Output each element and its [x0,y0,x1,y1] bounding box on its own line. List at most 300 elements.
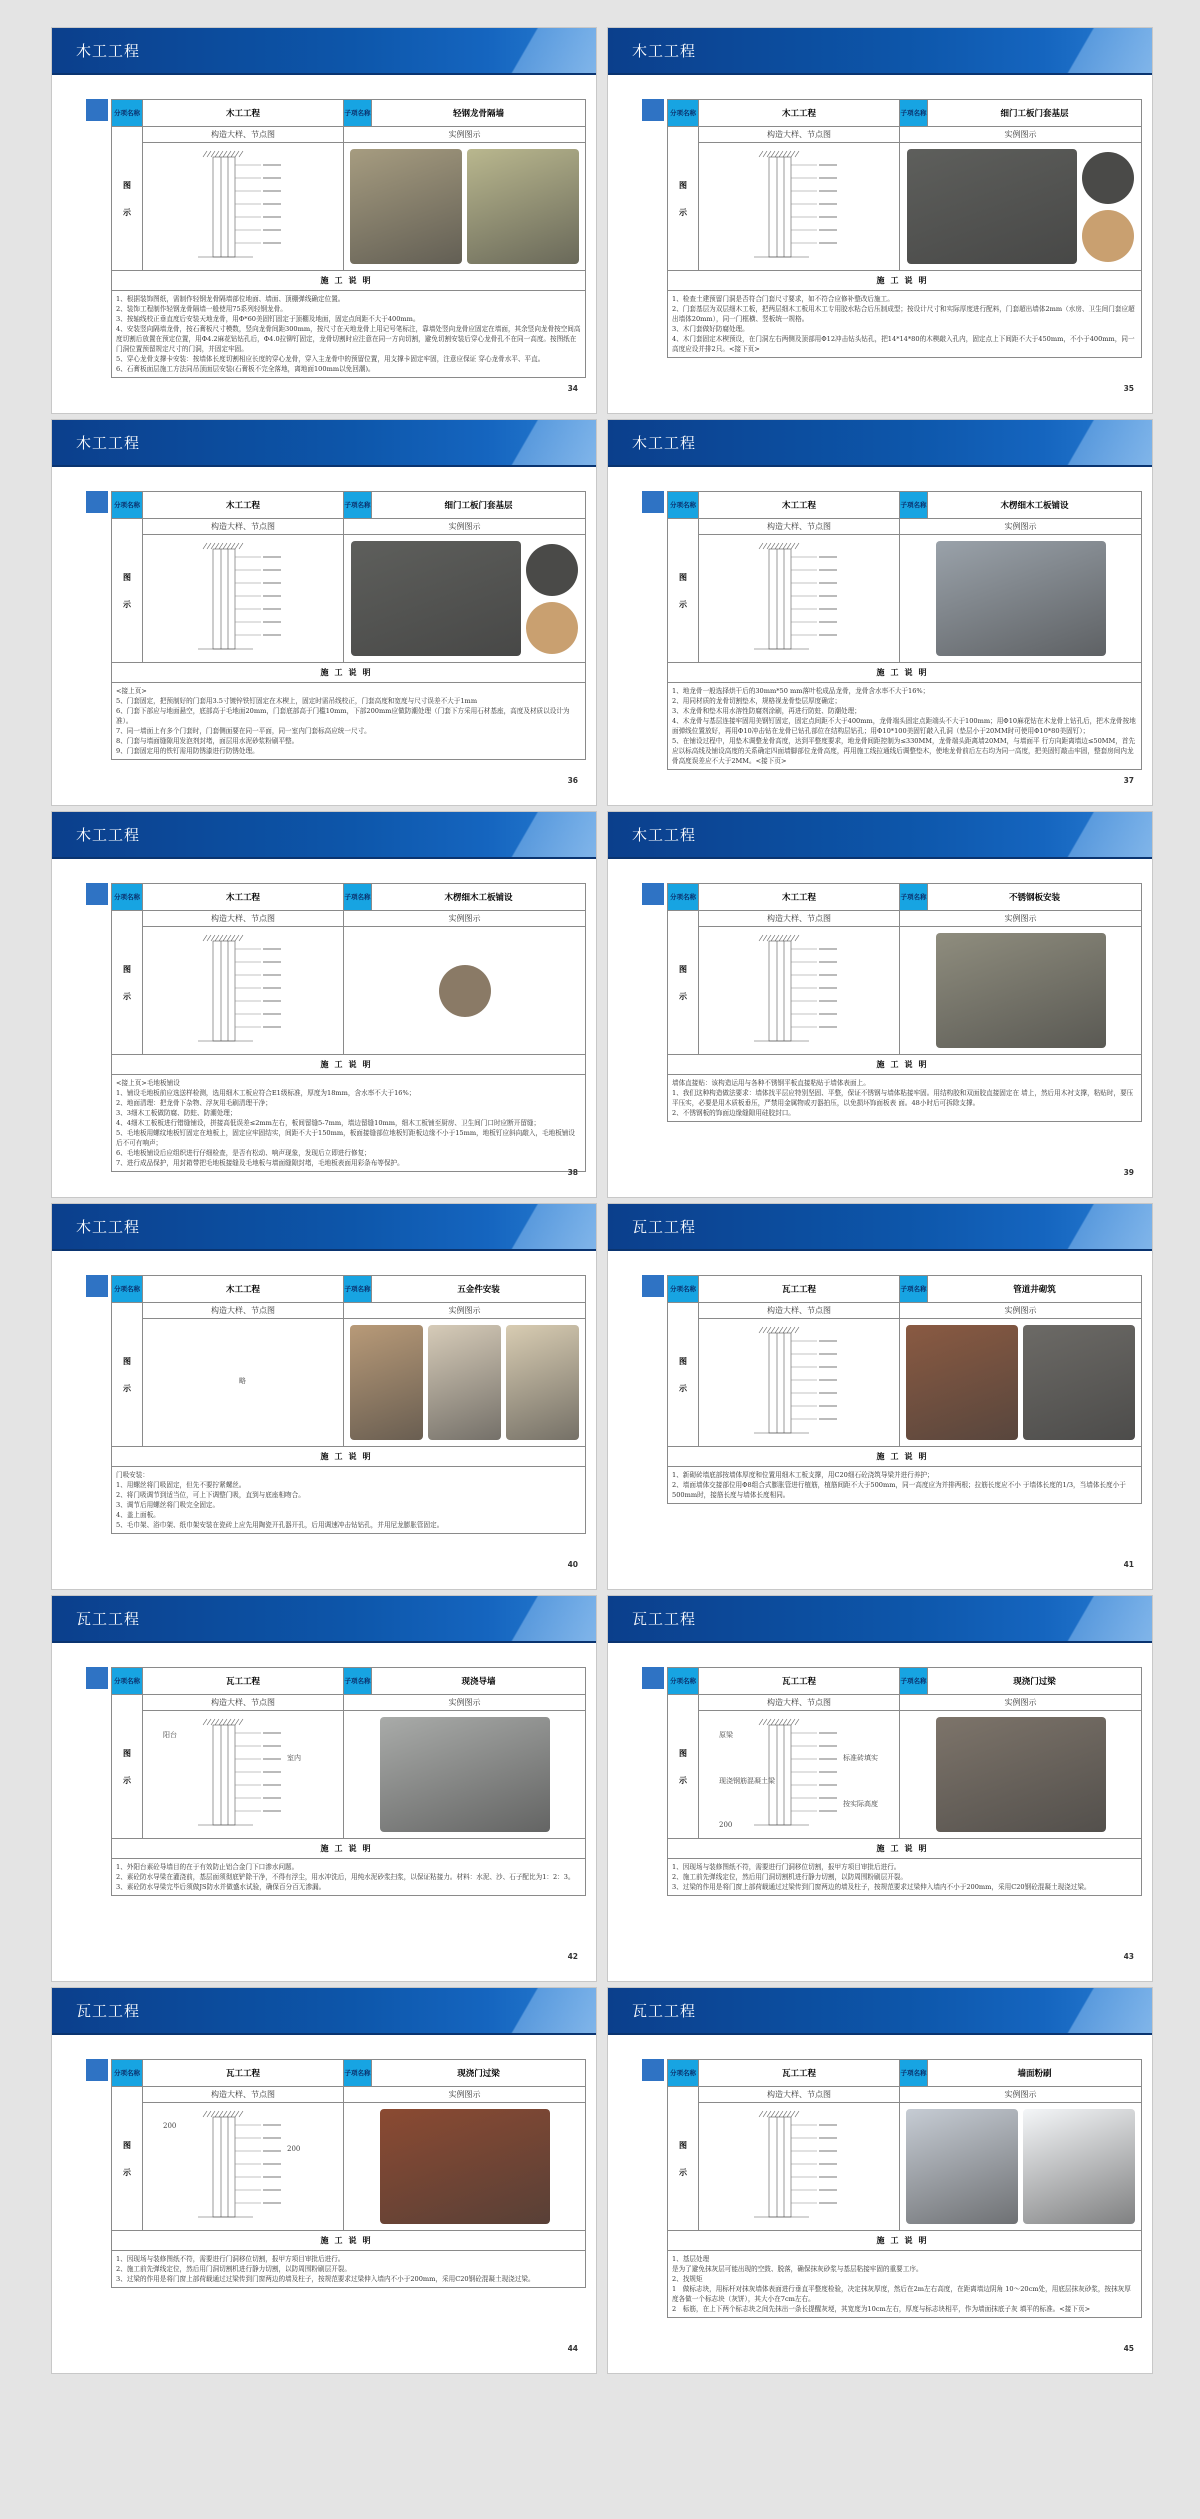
construction-notes [668,683,1142,770]
section-marker [86,99,108,121]
note-line: 4、4细木工板板进行错缝铺设，拼接高低误差≤2mm左右，板间留缝5-7mm，墙边留缝10mm，细木工板铺至厨房、卫生间门口时应断开留缝； [116,1119,541,1127]
note-line: 墙体直接贴：该构造运用与各种不锈钢平板直接粘贴于墙体表面上。 [672,1079,870,1087]
example-photo [380,2109,550,2224]
figure-label-char: 示 [679,206,687,217]
note-line: 1、检查土建预留门洞是否符合门套尺寸要求，如不符合应修补整改后施工。 [672,295,894,303]
notes-header-row [668,1447,1142,1467]
notes-header-row [112,1839,586,1859]
note-line: <接上页>毛地板铺设 [116,1079,180,1087]
note-line: 5、门套固定，把预制好的门套用3.5寸镀锌铁钉固定在木楔上，固定时需吊线校正，门套高度和宽度与尺寸误差不大于1mm [116,697,478,705]
example-photo-cell [900,1711,1142,1839]
note-line: 2 标筋，在上下两个标志块之间先抹出一条长提醒灰埂，其宽度为10cm左右，厚度与标志块相平，作为墙面抹底子灰 填平的标准。<接下页> [672,2305,1091,2313]
page-number: 45 [1123,2344,1134,2353]
detail-drawing-cell [699,2103,900,2231]
note-line: 2、地面清理：把龙骨下杂物、浮灰用毛刷清理干净； [116,1099,272,1107]
example-photo [1023,2109,1135,2224]
notes-row [112,1075,586,1172]
table-header-row [112,2060,586,2087]
document-page [51,1987,597,2374]
spec-table [111,1667,586,1896]
header-decoration [1022,420,1152,467]
section-marker [642,1275,664,1297]
figure-label [112,519,143,663]
category-name: 瓦工工程 [699,1668,900,1695]
notes-header-row [112,271,586,291]
notes-row [112,683,586,760]
example-photo [351,541,521,656]
photo-header: 实例图示 [344,2087,586,2103]
category-label: 分项名称 [668,100,699,127]
figure-label [668,2087,699,2231]
detail-header: 构造大样、节点图 [143,519,344,535]
spec-table [667,491,1142,770]
spec-table [667,1667,1142,1896]
table-header-row [668,492,1142,519]
table-header-row [668,884,1142,911]
figure-label [112,1303,143,1447]
notes-header: 施工说明 [112,271,586,291]
note-line: 1 做标志块，用标杆对抹灰墙体表面进行垂直平整度检验，决定抹灰厚度，然后在2m左右高度，在距离墙边阴角 10～20cm处，用底层抹灰砂浆，按抹灰厚度各做一个标志块（灰饼），其大小在7cm左右。 [672,2285,1131,2303]
note-line: 1、因现场与装修图纸不符，需要进行门洞移位切割，报甲方项目审批后进行。 [672,1863,901,1871]
header-decoration [1022,1596,1152,1643]
category-label: 分项名称 [668,1668,699,1695]
construction-notes [668,1467,1142,1504]
figure-label-char: 图 [679,963,687,974]
note-line: 是为了避免抹灰层可能出现的空鼓、脱落，确保抹灰砂浆与基层粘接牢固的重要工序。 [672,2265,923,2273]
detail-header: 构造大样、节点图 [143,127,344,143]
figure-label-char: 图 [123,571,131,582]
figure-label-char: 图 [679,1747,687,1758]
image-row [112,927,586,1055]
detail-drawing-cell [143,535,344,663]
category-name: 木工工程 [699,100,900,127]
notes-row [112,1467,586,1534]
subitem-label: 子项名称 [344,1276,372,1303]
page-header [608,28,1152,75]
detail-header: 构造大样、节点图 [143,2087,344,2103]
notes-header-row [112,1447,586,1467]
note-line: 门吸安装： [116,1471,149,1479]
column-header-row [668,1303,1142,1319]
diagram-label: 200 [163,2122,177,2131]
column-header-row [112,1303,586,1319]
note-line: 2、装饰工程制作轻钢龙骨隔墙一般使用75系列轻钢龙骨。 [116,305,287,313]
construction-diagram [699,2103,899,2230]
document-page [607,1203,1153,1590]
section-title: 木工工程 [76,42,141,60]
note-line: 2、用同材质的龙骨切割垫木，规格视龙骨垫层厚度确定； [672,697,842,705]
document-page [607,811,1153,1198]
note-line: 4、木龙骨与基层连接牢固用美钢钉固定，固定点间距不大于400mm，龙骨端头固定点距端头不大于100mm；用Φ10麻花钻在木龙骨上钻孔后，把木龙骨按地面弹线位置放好，再用Φ10冲击钻在龙骨已钻孔部位在结构层钻孔；用Φ10*100美固钉敲入孔洞（垫层小于20MM时可使用Φ10*80美固钉）； [672,717,1136,735]
figure-label-char: 图 [679,2139,687,2150]
document-page [607,1987,1153,2374]
document-page [607,419,1153,806]
column-header-row [668,127,1142,143]
note-line: 1、铺设毛地板前应选送样检测，选用细木工板应符合E1级标准，厚度为18mm，含水率不大于16%； [116,1089,416,1097]
header-decoration [466,1204,596,1251]
header-rule [52,857,596,859]
category-label: 分项名称 [668,2060,699,2087]
notes-header: 施工说明 [668,1839,1142,1859]
category-name: 木工工程 [143,100,344,127]
notes-header: 施工说明 [112,2231,586,2251]
detail-drawing-cell [143,927,344,1055]
construction-notes [112,1467,586,1534]
detail-callouts [439,965,491,1017]
subitem-label: 子项名称 [900,884,928,911]
photo-header: 实例图示 [344,911,586,927]
page-header [52,1988,596,2035]
header-rule [608,857,1152,859]
detail-header: 构造大样、节点图 [143,1695,344,1711]
header-decoration [1022,1204,1152,1251]
photo-header: 实例图示 [900,127,1142,143]
notes-header-row [668,271,1142,291]
notes-header-row [668,1839,1142,1859]
note-line: 4、安装竖向隔墙龙骨，按石膏板尺寸模数，竖向龙骨间距300mm，按尺寸在天地龙骨上用记号笔标注，靠墙处竖向龙骨应固定在墙面，其余竖向龙骨按空间高度切割后放置在预定位置，用Φ4.2麻花钻钻孔后，Φ4.0拉铆钉固定，龙骨切割时应注意在同一方向切割，避免切割安装后穿心龙骨孔不在同一高度。按图纸在门洞位置预留规定尺寸的门洞，并固定牢固。 [116,325,581,353]
photo-group [350,149,579,264]
image-row [112,1711,586,1839]
category-name: 瓦工工程 [143,2060,344,2087]
detail-callout-photo [1082,210,1134,262]
photo-group [350,1717,579,1832]
section-title: 木工工程 [76,434,141,452]
column-header-row [668,519,1142,535]
figure-label-char: 示 [679,2166,687,2177]
figure-label-char: 图 [123,1355,131,1366]
diagram-label: 200 [287,2144,301,2153]
header-rule [608,1249,1152,1251]
category-name: 瓦工工程 [699,2060,900,2087]
note-line: 2、门套基层为双层细木工板，把两层细木工板用木工专用胶水粘合后压制成型；按设计尺寸和实际厚度进行配料，门套超出墙体2mm（水房、卫生间门套应超出墙体20mm），同一门框横、竖板统一规格。 [672,305,1135,323]
category-name: 木工工程 [143,884,344,911]
diagram-label: 现浇钢筋混凝土梁 [719,1776,775,1785]
note-line: 2、素砼防水导梁在灌浇前，基层面须彻底铲除干净，不得有浮尘，用水冲洗后，用纯水泥砂浆扫浆，以保证粘接力。材料：水泥、沙、石子配比为1：2：3。 [116,1873,575,1881]
header-rule [608,1641,1152,1643]
table-header-row [112,1276,586,1303]
document-page [51,419,597,806]
image-row [112,143,586,271]
note-line: 5、毛巾架、浴巾架、纸巾架安装在瓷砖上应先用陶瓷开孔器开孔，后用调速冲击钻钻孔，并用尼龙膨胀管固定。 [116,1521,444,1529]
page-header [52,28,596,75]
table-header-row [112,1668,586,1695]
category-name: 瓦工工程 [699,1276,900,1303]
diagram-label: 按实际高度 [843,1799,878,1808]
photo-group [350,933,579,1048]
page-header [608,1596,1152,1643]
header-decoration [466,812,596,859]
table-header-row [112,100,586,127]
page-number: 40 [567,1560,578,1569]
category-label: 分项名称 [668,884,699,911]
figure-label-char: 图 [679,179,687,190]
photo-group [350,1325,579,1440]
category-name: 木工工程 [699,884,900,911]
example-photo [506,1325,579,1440]
category-label: 分项名称 [112,1276,143,1303]
spec-table [111,2059,586,2288]
section-title: 瓦工工程 [632,1218,697,1236]
example-photo-cell [344,535,586,663]
example-photo [907,149,1077,264]
page-number: 42 [567,1952,578,1961]
photo-header: 实例图示 [344,127,586,143]
note-line: 3、过梁的作用是将门窗上部荷载通过过梁传到门窗两边的墙及柱子，按规范要求过梁伸入墙内不小于200mm，采用C20钢砼混凝土现浇过梁。 [116,2275,535,2283]
header-rule [52,1249,596,1251]
figure-label-char: 示 [679,598,687,609]
subitem-label: 子项名称 [900,2060,928,2087]
category-name: 瓦工工程 [143,1668,344,1695]
construction-diagram [699,143,899,270]
note-line: 3、按轴线校正垂直度后安装天地龙骨，用Φ*60美固钉固定于顶棚及地面，固定点间距不大于400mm。 [116,315,420,323]
header-decoration [1022,812,1152,859]
figure-label-char: 图 [123,2139,131,2150]
notes-header: 施工说明 [668,663,1142,683]
document-page [51,1203,597,1590]
section-marker [642,883,664,905]
figure-label-char: 示 [123,1382,131,1393]
page-header [608,1204,1152,1251]
notes-header: 施工说明 [112,1447,586,1467]
category-label: 分项名称 [668,1276,699,1303]
page-number: 36 [567,776,578,785]
notes-row [112,2251,586,2288]
construction-diagram [143,535,343,662]
note-line: 1、根据装饰图纸，需制作轻钢龙骨隔墙部位地面、墙面、顶棚弹线确定位置。 [116,295,345,303]
construction-notes [112,1859,586,1896]
figure-label-char: 图 [679,571,687,582]
note-line: <接上页> [116,687,147,695]
example-photo [906,2109,1018,2224]
note-line: 6、石膏板面层施工方法同吊顶面层安装(石膏板不完全落地，离地面100mm以免回潮)。 [116,365,375,373]
detail-header: 构造大样、节点图 [699,911,900,927]
photo-group [350,541,579,656]
example-photo [467,149,579,264]
table-header-row [668,2060,1142,2087]
example-photo-cell [344,2103,586,2231]
note-line: 3、木门套做好防腐处理。 [672,325,749,333]
notes-row [668,1075,1142,1122]
section-title: 木工工程 [632,434,697,452]
image-row [112,2103,586,2231]
notes-header-row [112,2231,586,2251]
photo-group [906,149,1135,264]
image-row [668,143,1142,271]
construction-notes [668,1075,1142,1122]
note-line: 5、在铺设过程中，用垫木调整龙骨高度，达到平整度要求，地龙骨间距控制为≤330MM，龙骨端头距离墙20MM，与墙面平 行方向距离墙边≤50MM，首先应以标高线及铺设高度的关系确定四面墙脚部位龙骨高度，再用施工线拉通线后调整垫木，使地龙骨前后左右均为同一高度，把美固钉敲击牢固，整套房间内龙骨高度误差应不大于2MM。<接下页> [672,737,1136,765]
table-header-row [112,884,586,911]
note-line: 1、基层处理 [672,2255,710,2263]
figure-label-char: 示 [123,598,131,609]
category-label: 分项名称 [112,100,143,127]
note-line: 2、墙面墙体交接部位用Φ8组合式膨胀管进行植筋，植筋间距不大于500mm，同一高度应为并排两根；拉筋长度应不小 于墙体长度的1/3，当墙体长度小于500mm时，接筋长度与墙体长度相同。 [672,1481,1126,1499]
example-photo-cell [900,2103,1142,2231]
photo-header: 实例图示 [900,2087,1142,2103]
construction-diagram [699,927,899,1054]
image-row [668,927,1142,1055]
construction-notes [112,683,586,760]
header-rule [608,2033,1152,2035]
example-photo [936,541,1106,656]
note-line: 3、3细木工板做防腐、防蛀、防潮处理； [116,1109,237,1117]
section-marker [86,491,108,513]
note-line: 1、我们这种构造做法要求：墙体找平层应特别坚固、平整，保证不锈钢与墙体粘接牢固。用结构胶和双面胶直接固定在 墙上，然后用木衬支撑，粘贴时，要压平压实，必要是用木质板垂压，严禁用金属物或刃器拍压，以免损坏饰面板表 面。48小时后可拆除支撑。 [672,1089,1134,1107]
header-decoration [1022,1988,1152,2035]
construction-notes [112,291,586,378]
section-title: 木工工程 [76,1218,141,1236]
photo-group [906,1717,1135,1832]
note-line: 3、调节后用螺丝将门吸完全固定。 [116,1501,220,1509]
subitem-label: 子项名称 [900,100,928,127]
diagram-label: 阳台 [163,1731,177,1740]
header-rule [608,465,1152,467]
photo-header: 实例图示 [900,911,1142,927]
category-label: 分项名称 [112,492,143,519]
page-header [608,420,1152,467]
example-photo-cell [344,1319,586,1447]
figure-label [112,2087,143,2231]
construction-notes [668,2251,1142,2318]
header-decoration [1022,28,1152,75]
document-page [607,27,1153,414]
subitem-name: 木楞细木工板铺设 [372,884,586,911]
page-number: 34 [567,384,578,393]
diagram-label: 室内 [287,1753,301,1762]
header-decoration [466,28,596,75]
detail-callouts [1082,152,1134,262]
subitem-name: 五金件安装 [372,1276,586,1303]
construction-notes [668,291,1142,358]
column-header-row [112,911,586,927]
spec-table [667,883,1142,1122]
construction-diagram [143,143,343,270]
photo-group [350,2109,579,2224]
category-name: 木工工程 [143,1276,344,1303]
note-line: 7、进行成品保护，用封箱带把毛地板接缝及毛地板与墙面缝隙封堵，毛地板表面用彩条布等保护。 [116,1159,404,1167]
detail-header: 构造大样、节点图 [699,127,900,143]
example-photo [906,1325,1018,1440]
header-decoration [466,420,596,467]
image-row [112,1319,586,1447]
category-label: 分项名称 [112,2060,143,2087]
detail-header: 构造大样、节点图 [699,1695,900,1711]
diagram-label: 略 [239,1377,246,1386]
notes-row [668,291,1142,358]
note-line: 2、找规矩 [672,2275,703,2283]
diagram-label: 200 [719,1821,733,1830]
notes-row [668,1859,1142,1896]
construction-diagram [699,1319,899,1446]
photo-header: 实例图示 [344,519,586,535]
detail-drawing-cell [699,535,900,663]
figure-label-char: 示 [679,990,687,1001]
figure-label-char: 图 [679,1355,687,1366]
column-header-row [112,519,586,535]
spec-table [111,99,586,378]
subitem-name: 木楞细木工板铺设 [928,492,1142,519]
figure-label-char: 示 [123,2166,131,2177]
construction-diagram [143,927,343,1054]
figure-label-char: 示 [679,1774,687,1785]
detail-drawing-cell [699,143,900,271]
photo-group [906,541,1135,656]
detail-header: 构造大样、节点图 [143,1303,344,1319]
notes-row [112,1859,586,1896]
subitem-name: 细门工板门套基层 [372,492,586,519]
image-row [112,535,586,663]
example-photo-cell [900,143,1142,271]
note-line: 2、施工前先弹线定位，然后用门洞切割机进行静力切割，以防周围粉刷层开裂。 [672,1873,907,1881]
spec-table [667,1275,1142,1504]
note-line: 6、毛地板铺设后应组织进行仔细检查，是否有松动、响声现象，发现后立即进行修复； [116,1149,371,1157]
figure-label [112,1695,143,1839]
detail-callout-photo [1082,152,1134,204]
subitem-label: 子项名称 [900,1668,928,1695]
subitem-label: 子项名称 [344,1668,372,1695]
photo-header: 实例图示 [900,1695,1142,1711]
diagram-label: 原梁 [719,1731,733,1740]
subitem-name: 轻钢龙骨隔墙 [372,100,586,127]
note-line: 2、将门吸调节到适当位，可上下调整门吸，直到与底座相吻合。 [116,1491,305,1499]
example-photo [350,149,462,264]
example-photo [936,1717,1106,1832]
document-page [51,811,597,1198]
example-photo [936,933,1106,1048]
column-header-row [112,2087,586,2103]
detail-drawing-cell [699,927,900,1055]
table-header-row [668,1668,1142,1695]
detail-header: 构造大样、节点图 [143,911,344,927]
page-number: 38 [567,1168,578,1177]
example-photo [380,1717,550,1832]
subitem-label: 子项名称 [344,492,372,519]
image-row [668,1319,1142,1447]
figure-label [668,1695,699,1839]
notes-header: 施工说明 [668,1447,1142,1467]
example-photo-cell [900,1319,1142,1447]
example-photo [350,1325,423,1440]
construction-diagram [699,535,899,662]
notes-row [668,2251,1142,2318]
figure-label-char: 示 [123,990,131,1001]
notes-header: 施工说明 [112,1839,586,1859]
document-page [607,1595,1153,1982]
photo-group [906,1325,1135,1440]
detail-callouts [526,544,578,654]
page-header [52,812,596,859]
notes-row [668,683,1142,770]
photo-group [906,933,1135,1048]
subitem-name: 现浇门过梁 [372,2060,586,2087]
section-marker [86,883,108,905]
example-photo-cell [344,1711,586,1839]
figure-label-char: 示 [123,1774,131,1785]
detail-drawing-cell [143,2103,344,2231]
note-line: 1、外阳台素砼导墙目的在于有效防止铝合金门下口渗水问题。 [116,1863,299,1871]
example-photo-cell [344,927,586,1055]
subitem-name: 现浇门过梁 [928,1668,1142,1695]
note-line: 1、新砌砖墙底部按墙体厚度和位置用细木工板支撑，用C20细石砼浇筑导梁并进行养护； [672,1471,934,1479]
notes-header-row [668,2231,1142,2251]
construction-notes [112,1075,586,1172]
section-marker [86,1275,108,1297]
spec-table [111,1275,586,1534]
figure-label-char: 示 [679,1382,687,1393]
figure-label [112,911,143,1055]
spec-table [111,491,586,760]
page-number: 43 [1123,1952,1134,1961]
category-name: 木工工程 [699,492,900,519]
